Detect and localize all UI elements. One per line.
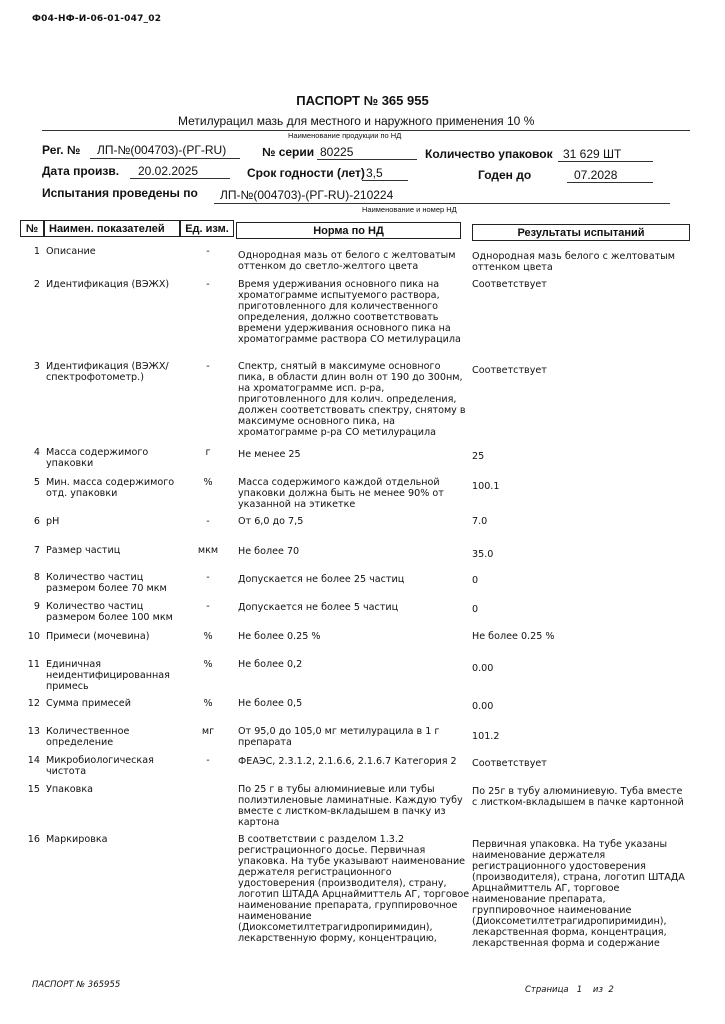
cell-num: 4 (33, 447, 40, 458)
form-code: Ф04-НФ-И-06-01-047_02 (32, 14, 162, 24)
cell-norm: Не более 0.25 % (238, 631, 321, 642)
cell-name: Идентификация (ВЭЖХ) (46, 279, 170, 290)
cell-unit: % (203, 477, 213, 488)
passport-title: ПАСПОРТ № 365 955 (296, 93, 429, 108)
cell-name: Примеси (мочевина) (46, 631, 150, 642)
cell-num: 1 (33, 246, 40, 257)
cell-unit: - (206, 279, 210, 290)
shelf-life-label: Срок годности (лет) (247, 166, 365, 180)
shelf-life-underline (362, 180, 408, 181)
tests-underline (214, 203, 670, 204)
cell-num: 7 (33, 545, 40, 556)
cell-name: Количество частиц размером более 100 мкм (46, 601, 173, 623)
header-unit: Ед. изм. (180, 220, 234, 237)
cell-norm: От 95,0 до 105,0 мг метилурацила в 1 г препарата (238, 726, 440, 748)
cell-unit: - (206, 572, 210, 583)
cell-norm: Время удерживания основного пика на хроматограмме испытуемого раствора, приготовленного для количественного определения, должно соответствовать времени удерживания основного пика на хроматограмме раствора СО метилурацила (238, 279, 461, 345)
cell-norm: Допускается не более 5 частиц (238, 602, 399, 613)
valid-until-underline (567, 182, 653, 183)
page-label: Страница (525, 985, 569, 995)
cell-result: Не более 0.25 % (472, 631, 555, 642)
cell-unit: % (203, 659, 213, 670)
cell-unit: мкм (197, 545, 219, 556)
cell-result: 0.00 (472, 701, 494, 712)
cell-unit: - (206, 361, 210, 372)
cell-unit: - (206, 516, 210, 527)
cell-num: 8 (33, 572, 40, 583)
cell-result: 35.0 (472, 549, 494, 560)
prod-date-underline (130, 178, 230, 179)
tests-label: Испытания проведены по (42, 186, 198, 200)
page-number: 1 (576, 985, 583, 995)
cell-norm: В соответствии с разделом 1.3.2 регистрационного досье. Первичная упаковка. На тубе указывают наименование держателя регистрационного удостоверения (производителя), страну, логотип ШТАДА Арцнаймиттель АГ, торговое наименование препарата, группировочное наименование (Диоксометилтетрагидропиримидин), лекарственную форму, концентрацию, (238, 834, 470, 944)
cell-result: Первичная упаковка. На тубе указаны наименование держателя регистрационного удостоверения (производителя), страна, логотип ШТАДА Арцнаймиттель АГ, торговое наименование препарата, группировочное наименование (Диоксометилтетрагидропиримидин), лекарственная форма, концентрация, лекарственная форма и содержание (472, 839, 685, 949)
cell-norm: ФЕАЭС, 2.3.1.2, 2.1.6.6, 2.1.6.7 Категория 2 (238, 756, 457, 767)
cell-name: Маркировка (46, 834, 108, 845)
cell-unit: % (203, 631, 213, 642)
cell-name: pH (46, 516, 60, 527)
cell-norm: По 25 г в тубы алюминиевые или тубы полиэтиленовые ламинатные. Каждую тубу вместе с листком-вкладышем в пачку из картона (238, 784, 463, 828)
packages-value: 31 629 ШТ (563, 147, 622, 161)
page-total: 2 (608, 985, 614, 995)
cell-name: Сумма примесей (46, 698, 131, 709)
cell-num: 13 (27, 726, 40, 737)
series-underline (317, 159, 417, 160)
page-of: из (592, 985, 603, 995)
cell-result: Однородная мазь белого с желтоватым оттенком цвета (472, 251, 675, 273)
cell-result: 7.0 (472, 516, 488, 527)
series-value: 80225 (320, 145, 354, 159)
cell-num: 9 (33, 601, 40, 612)
cell-result: По 25г в тубу алюминиевую. Туба вместе с листком-вкладышем в пачке картонной (472, 786, 684, 808)
cell-result: Соответствует (472, 365, 547, 376)
cell-num: 12 (27, 698, 40, 709)
cell-name: Описание (46, 246, 96, 257)
cell-num: 10 (27, 631, 40, 642)
cell-norm: Масса содержимого каждой отдельной упаковки должна быть не менее 90% от указанной на этикетке (238, 477, 444, 510)
cell-norm: Спектр, снятый в максимуме основного пика, в области длин волн от 190 до 300нм, на хроматограмме исп. р-ра, приготовленного для колич. определения, должен соответствовать спектру, снятому в максимуме основного пика, на хроматограмме р-ра СО метилурацила (238, 361, 466, 438)
cell-num: 15 (27, 784, 40, 795)
cell-name: Упаковка (46, 784, 93, 795)
cell-result: 100.1 (472, 481, 500, 492)
cell-name: Мин. масса содержимого отд. упаковки (46, 477, 175, 499)
cell-norm: Не более 0,2 (238, 659, 303, 670)
header-result: Результаты испытаний (472, 224, 690, 241)
product-name: Метилурацил мазь для местного и наружного применения 10 % (178, 114, 535, 128)
cell-norm: От 6,0 до 7,5 (238, 516, 304, 527)
tests-caption: Наименование и номер НД (362, 205, 457, 214)
cell-unit: мг (201, 726, 215, 737)
cell-name: Количественное определение (46, 726, 130, 748)
cell-num: 14 (27, 755, 40, 766)
cell-norm: Не менее 25 (238, 449, 301, 460)
shelf-life-value: 3,5 (366, 166, 383, 180)
cell-norm: Однородная мазь от белого с желтоватым оттенком до светло-желтого цвета (238, 250, 456, 272)
cell-unit: - (206, 246, 210, 257)
cell-norm: Не более 70 (238, 546, 300, 557)
cell-result: 0 (472, 604, 479, 615)
footer-passport: ПАСПОРТ № 365955 (32, 980, 121, 990)
cell-num: 11 (27, 659, 40, 670)
cell-name: Идентификация (ВЭЖХ/спектрофотометр.) (46, 361, 169, 383)
cell-unit: - (206, 601, 210, 612)
cell-unit: % (203, 698, 213, 709)
header-norm: Норма по НД (236, 222, 461, 239)
cell-name: Микробиологическая чистота (46, 755, 154, 777)
cell-num: 5 (33, 477, 40, 488)
cell-num: 6 (33, 516, 40, 527)
reg-label: Рег. № (42, 143, 81, 157)
cell-name: Единичная неидентифицированная примесь (46, 659, 170, 692)
prod-date-label: Дата произв. (42, 164, 120, 178)
cell-num: 3 (33, 361, 40, 372)
cell-result: Соответствует (472, 279, 547, 290)
header-num: № (20, 220, 44, 237)
packages-underline (558, 161, 653, 162)
cell-norm: Не более 0,5 (238, 698, 303, 709)
page-indicator (525, 985, 614, 995)
cell-num: 16 (27, 834, 40, 845)
cell-norm: Допускается не более 25 частиц (238, 574, 405, 585)
cell-result: 25 (472, 451, 485, 462)
series-label: № серии (262, 145, 315, 159)
cell-result: Соответствует (472, 758, 547, 769)
cell-result: 101.2 (472, 731, 500, 742)
header-name: Наимен. показателей (44, 220, 180, 237)
cell-result: 0 (472, 575, 479, 586)
cell-name: Масса содержимого упаковки (46, 447, 149, 469)
product-caption: Наименование продукции по НД (288, 131, 402, 140)
valid-until-value: 07.2028 (574, 168, 618, 182)
cell-unit: - (206, 755, 210, 766)
valid-until-label: Годен до (478, 168, 532, 182)
reg-underline (90, 158, 240, 159)
tests-value: ЛП-№(004703)-(РГ-RU)-210224 (220, 188, 394, 202)
cell-unit: г (205, 447, 211, 458)
cell-num: 2 (33, 279, 40, 290)
prod-date-value: 20.02.2025 (138, 164, 199, 178)
cell-result: 0.00 (472, 663, 494, 674)
cell-name: Размер частиц (46, 545, 121, 556)
cell-name: Количество частиц размером более 70 мкм (46, 572, 167, 594)
packages-label: Количество упаковок (425, 147, 553, 161)
reg-value: ЛП-№(004703)-(РГ-RU) (97, 143, 227, 157)
